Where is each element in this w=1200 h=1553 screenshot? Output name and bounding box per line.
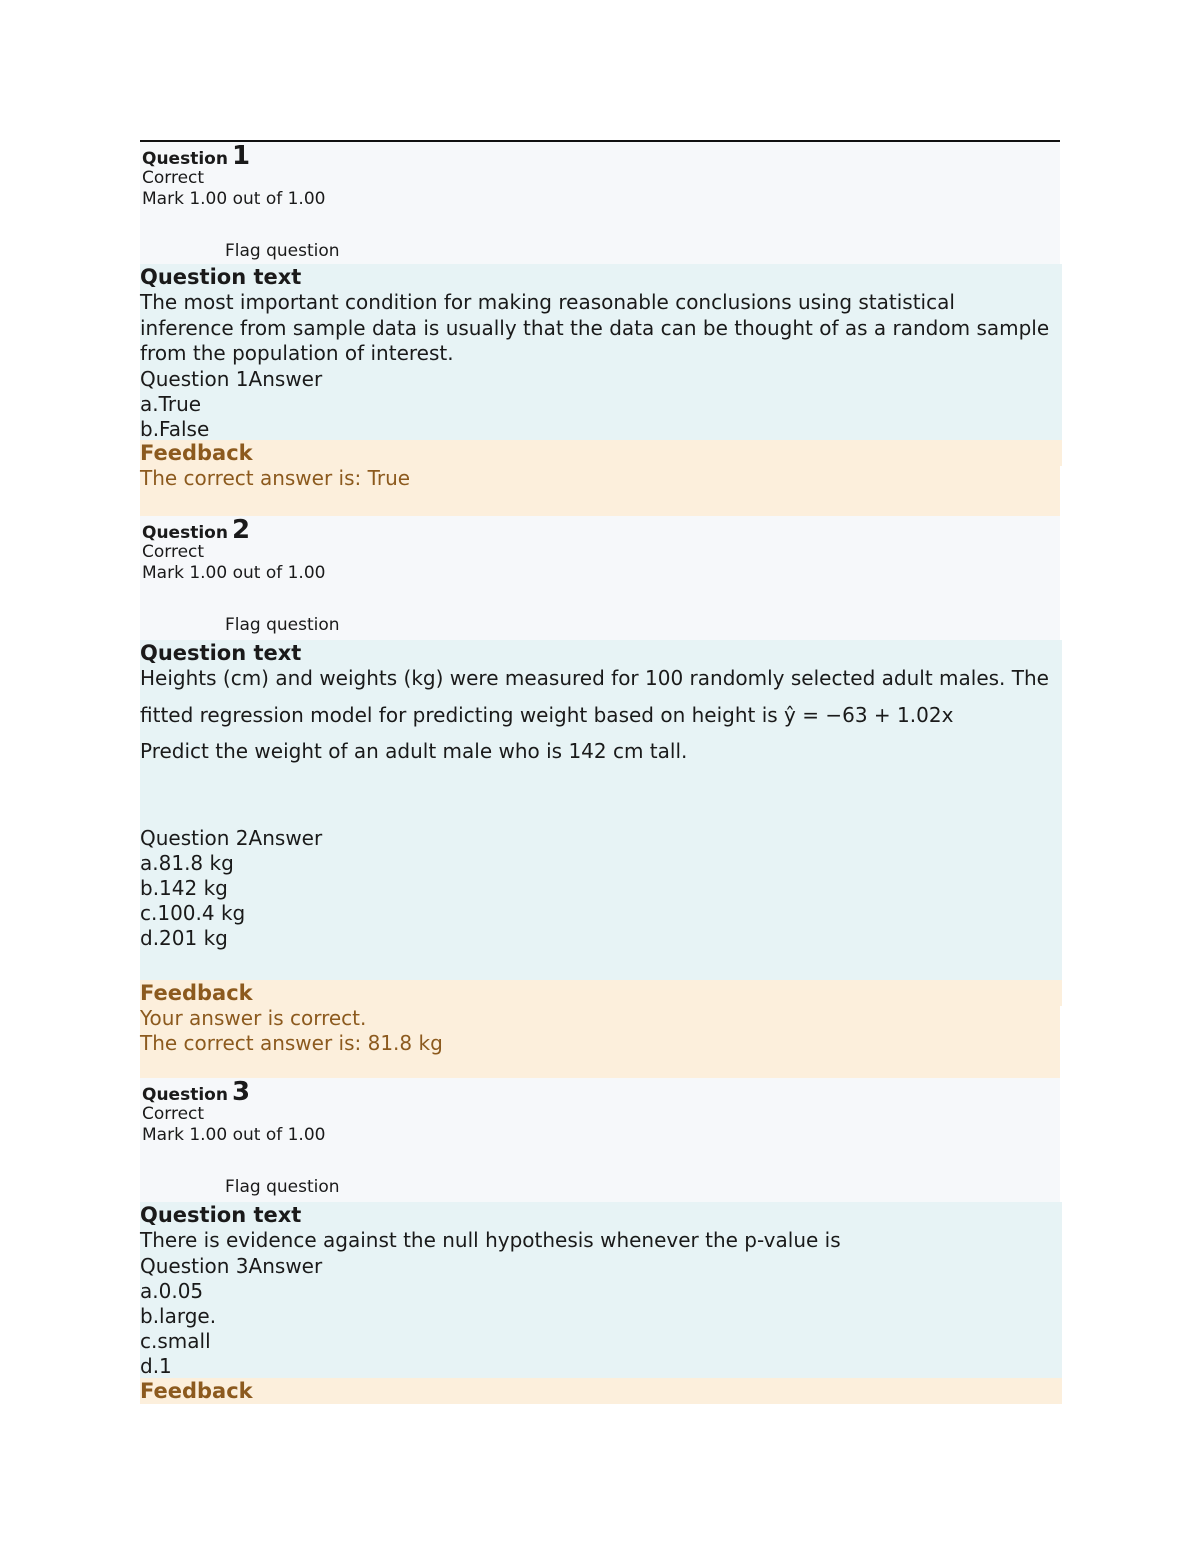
flag-question-link[interactable]: Flag question bbox=[225, 241, 340, 261]
question-number-value: 2 bbox=[231, 515, 251, 545]
question-text-line: fitted regression model for predicting weight based on height is ŷ = −63 + 1.02x bbox=[140, 702, 954, 727]
feedback-section bbox=[140, 1378, 1060, 1404]
question-3 bbox=[140, 1078, 1060, 1404]
answer-option-b[interactable]: b.False bbox=[140, 416, 210, 441]
feedback-heading: Feedback bbox=[140, 1378, 1062, 1404]
question-label: Question bbox=[142, 523, 228, 543]
answer-option-d[interactable]: d.201 kg bbox=[140, 926, 228, 950]
question-text bbox=[140, 666, 1050, 826]
question-content bbox=[140, 640, 1062, 980]
feedback-text: Your answer is correct. bbox=[140, 1006, 367, 1030]
question-text-heading: Question text bbox=[140, 264, 1062, 290]
answer-option-c[interactable]: c.small bbox=[140, 1328, 211, 1353]
question-number-value: 1 bbox=[231, 141, 251, 171]
question-grade: Mark 1.00 out of 1.00 bbox=[142, 1125, 326, 1145]
feedback-section bbox=[140, 980, 1060, 1078]
answer-option-b[interactable]: b.large. bbox=[140, 1303, 217, 1328]
question-state: Correct bbox=[142, 542, 205, 562]
question-text: The most important condition for making reasonable conclusions using statistical inference from sample data is usually that the data can be thought of as a random sample from the population of interest. bbox=[140, 290, 1050, 365]
answer-option-d[interactable]: d.1 bbox=[140, 1353, 172, 1378]
feedback-text: The correct answer is: True bbox=[140, 466, 411, 490]
question-content bbox=[140, 1202, 1062, 1378]
flag-question-link[interactable]: Flag question bbox=[225, 615, 340, 635]
question-info bbox=[140, 516, 1060, 640]
question-grade: Mark 1.00 out of 1.00 bbox=[142, 563, 326, 583]
question-label: Question bbox=[142, 1085, 228, 1105]
question-number-value: 3 bbox=[231, 1077, 251, 1107]
question-1 bbox=[140, 142, 1060, 516]
answer-option-a[interactable]: a.True bbox=[140, 391, 202, 416]
question-state: Correct bbox=[142, 1104, 205, 1124]
question-info bbox=[140, 142, 1060, 264]
question-grade: Mark 1.00 out of 1.00 bbox=[142, 189, 326, 209]
feedback-section bbox=[140, 440, 1060, 516]
flag-question-link[interactable]: Flag question bbox=[225, 1177, 340, 1197]
question-number bbox=[142, 141, 1060, 171]
question-info bbox=[140, 1078, 1060, 1202]
answer-option-b[interactable]: b.142 kg bbox=[140, 876, 228, 900]
feedback-text: The correct answer is: 81.8 kg bbox=[140, 1031, 443, 1055]
answer-option-c[interactable]: c.100.4 kg bbox=[140, 901, 246, 925]
answer-label: Question 3Answer bbox=[140, 1253, 323, 1278]
question-label: Question bbox=[142, 149, 228, 169]
feedback-heading: Feedback bbox=[140, 980, 1062, 1006]
question-text-line: Heights (cm) and weights (kg) were measured for 100 randomly selected adult males. The bbox=[140, 666, 1049, 690]
question-number bbox=[142, 515, 1060, 545]
answer-label: Question 2Answer bbox=[140, 826, 323, 850]
question-number bbox=[142, 1077, 1060, 1107]
feedback-heading: Feedback bbox=[140, 440, 1062, 466]
question-text-heading: Question text bbox=[140, 640, 1062, 666]
answer-label: Question 1Answer bbox=[140, 366, 323, 391]
question-text-line: Predict the weight of an adult male who is 142 cm tall. bbox=[140, 739, 688, 763]
question-state: Correct bbox=[142, 168, 205, 188]
answer-option-a[interactable]: a.0.05 bbox=[140, 1278, 204, 1303]
quiz-review-page bbox=[140, 140, 1060, 1404]
question-2 bbox=[140, 516, 1060, 1078]
answer-option-a[interactable]: a.81.8 kg bbox=[140, 851, 234, 875]
question-text: There is evidence against the null hypothesis whenever the p-value is bbox=[140, 1228, 841, 1252]
question-text-heading: Question text bbox=[140, 1202, 1062, 1228]
question-content bbox=[140, 264, 1062, 440]
